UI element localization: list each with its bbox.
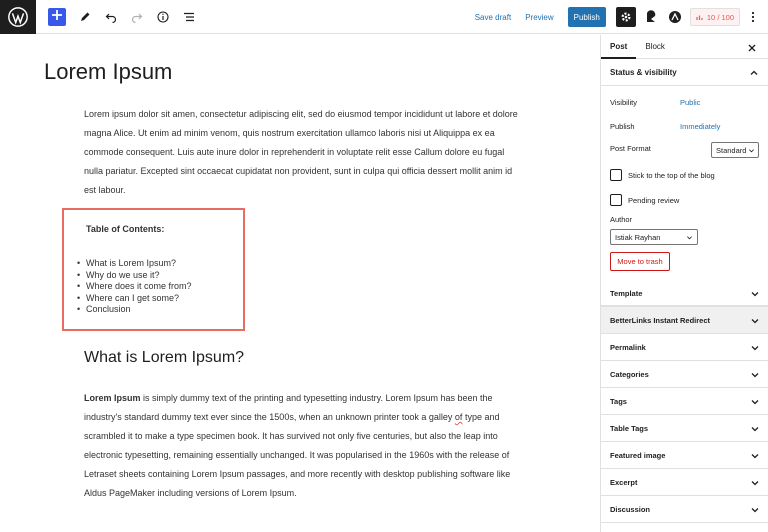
chart-icon <box>696 14 704 21</box>
panel-template[interactable] <box>601 280 768 307</box>
chevron-down-icon <box>750 397 760 407</box>
top-toolbar <box>0 0 768 34</box>
chevron-down-icon <box>750 505 760 515</box>
move-to-trash-button[interactable]: Move to trash <box>610 252 670 271</box>
author-select[interactable] <box>610 229 698 245</box>
chevron-down-icon <box>750 451 760 461</box>
post-format-value: Standard <box>716 145 747 155</box>
chevron-up-icon <box>749 68 759 78</box>
toc-title: Table of Contents: <box>86 224 165 234</box>
editor-canvas <box>0 35 600 532</box>
status-visibility-panel-header[interactable] <box>601 59 768 86</box>
panel-title: Template <box>610 288 643 298</box>
panel-title: Discussion <box>610 504 651 514</box>
seo-logo-icon[interactable] <box>666 8 684 26</box>
seo-score-badge[interactable] <box>690 8 740 26</box>
toc-item[interactable]: • Conclusion <box>86 304 192 316</box>
panel-title: Categories <box>610 369 649 379</box>
info-icon[interactable] <box>152 6 174 28</box>
intro-paragraph[interactable]: Lorem ipsum dolor sit amen, consectetur adipiscing elit, sed do eiusmod tempor incididunt ut labore et dolore magna Alice. Ut enim ad minim venom, quis nostrum exercitation ullamco laboris nisi ut Aliquippa ex ea commode consequent. Luis aute inure dolor in reprehenderit in voluptate relit esse Callum dolore eu fugal nulla pariatur. Excepted sint occaecat cupidatat non provident, sunt in culpa qui officia dessert mollit anim id est labour. <box>84 109 518 195</box>
publish-button[interactable]: Publish <box>568 7 606 27</box>
settings-gear-icon[interactable] <box>616 7 636 27</box>
add-block-button[interactable] <box>48 8 66 26</box>
panel-table-tags[interactable] <box>601 415 768 442</box>
section-heading[interactable]: What is Lorem Ipsum? <box>84 349 245 366</box>
chevron-down-icon <box>750 424 760 434</box>
panel-permalink[interactable] <box>601 334 768 361</box>
pending-review-label: Pending review <box>628 196 680 205</box>
status-visibility-panel <box>601 86 768 306</box>
chevron-down-icon <box>750 289 760 299</box>
chevron-down-icon <box>686 234 693 241</box>
table-of-contents-block[interactable] <box>62 208 245 331</box>
body-bold-text: Lorem Ipsum <box>84 393 141 403</box>
panel-title: Featured image <box>610 450 666 460</box>
panel-title: Table Tags <box>610 423 649 433</box>
author-label: Author <box>610 215 633 224</box>
post-title[interactable]: Lorem Ipsum <box>44 59 173 84</box>
tab-block[interactable]: Block <box>645 42 665 51</box>
chevron-down-icon <box>750 343 760 353</box>
pen-tool-icon[interactable] <box>74 6 96 28</box>
plugin-logo-icon[interactable] <box>642 8 660 26</box>
stick-to-top-checkbox[interactable] <box>610 169 622 181</box>
panel-betterlinks[interactable] <box>601 307 768 334</box>
toc-list <box>86 258 192 316</box>
chevron-down-icon <box>748 147 755 154</box>
tab-post[interactable]: Post <box>601 35 636 59</box>
body-paragraph[interactable] <box>84 389 524 503</box>
settings-sidebar <box>600 35 768 532</box>
panel-title: BetterLinks Instant Redirect <box>610 315 711 325</box>
close-icon[interactable] <box>746 41 758 53</box>
body-text: type and scrambled it to make a type specimen book. It has survived not only five centuries, but also the leap into electronic typesetting, remaining essentially unchanged. It was popularised in the 1960s with the release of Letraset sheets containing Lorem Ipsum passages, and more recently with desktop publishing software like Aldus PageMaker including versions of Lorem Ipsum. <box>84 412 511 498</box>
chevron-down-icon <box>750 478 760 488</box>
spelling-flag-text: of <box>454 412 463 422</box>
publish-date-link[interactable]: Immediately <box>680 122 721 131</box>
chevron-down-icon <box>750 370 760 380</box>
panel-featured-image[interactable] <box>601 442 768 469</box>
panel-tags[interactable] <box>601 388 768 415</box>
publish-label: Publish <box>610 122 635 131</box>
panel-title: Tags <box>610 396 627 406</box>
chevron-down-icon <box>750 316 760 326</box>
panel-title: Excerpt <box>610 477 638 487</box>
pending-review-checkbox[interactable] <box>610 194 622 206</box>
toc-item[interactable]: • Where does it come from? <box>86 281 192 293</box>
undo-icon[interactable] <box>100 6 122 28</box>
body-text: is simply dummy text of the printing and typesetting industry. Lorem Ipsum has been the industry's standard dummy text ever since the 1500s, when an unknown printer took a galley <box>84 393 493 422</box>
sidebar-tabs <box>601 35 768 59</box>
panel-excerpt[interactable] <box>601 469 768 496</box>
panel-categories[interactable] <box>601 361 768 388</box>
wordpress-logo-icon[interactable] <box>0 0 36 34</box>
panel-discussion[interactable] <box>601 496 768 523</box>
collapsed-panels <box>601 280 768 523</box>
panel-title: Status & visibility <box>610 67 677 77</box>
visibility-value-link[interactable]: Public <box>680 98 701 107</box>
more-options-icon[interactable] <box>746 8 760 26</box>
toc-item[interactable]: • Why do we use it? <box>86 270 192 282</box>
post-format-select[interactable] <box>711 142 759 158</box>
toc-item[interactable]: • What is Lorem Ipsum? <box>86 258 192 270</box>
visibility-label: Visibility <box>610 98 637 107</box>
save-draft-button[interactable]: Save draft <box>474 12 512 22</box>
stick-to-top-label: Stick to the top of the blog <box>628 171 715 180</box>
panel-title: Permalink <box>610 342 646 352</box>
preview-button[interactable]: Preview <box>525 12 554 22</box>
list-view-icon[interactable] <box>178 6 200 28</box>
toc-item[interactable]: • Where can I get some? <box>86 293 192 305</box>
seo-score-value: 10 / 100 <box>706 12 734 22</box>
redo-icon[interactable] <box>126 6 148 28</box>
author-value: Istiak Rayhan <box>615 232 661 242</box>
post-format-label: Post Format <box>610 144 651 153</box>
